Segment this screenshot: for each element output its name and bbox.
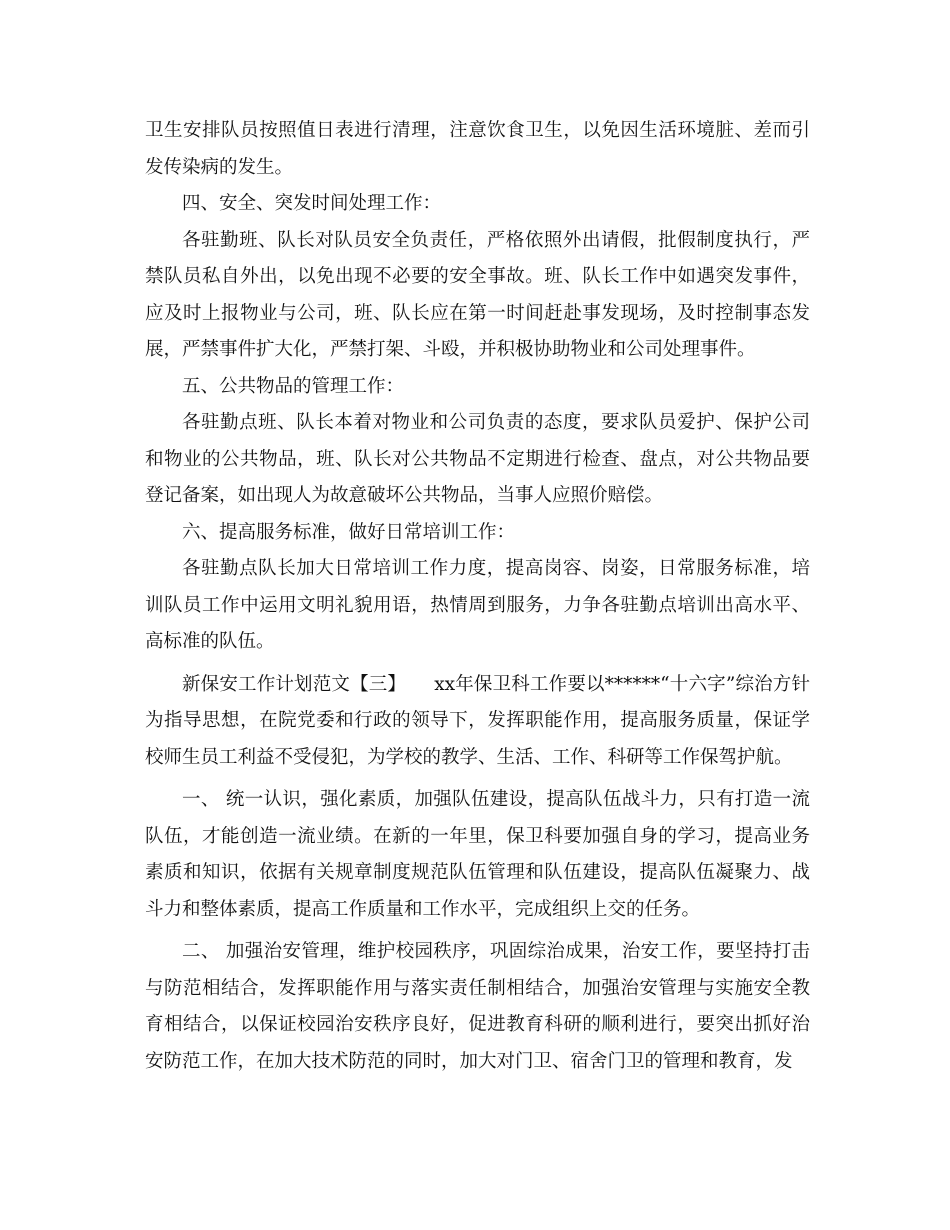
heading-section-six: 六、提高服务标准，做好日常培训工作： [182,521,516,543]
paragraph-unify-understanding: 一、 统一认识，强化素质，加强队伍建设，提高队伍战斗力，只有打造一流队伍，才能创造一流业绩。在新的一年里，保卫科要加强自身的学习，提高业务素质和知识，依据有关规章制度规范队伍管理和队伍建设，提高队伍凝聚力、战斗力和整体素质，提高工作质量和工作水平，完成组织上交的任务。 [145,789,810,920]
paragraph-safety-emergency: 各驻勤班、队长对队员安全负责任，严格依照外出请假，批假制度执行，严禁队员私自外出，以免出现不必要的安全事故。班、队长工作中如遇突发事件，应及时上报物业与公司，班、队长应在第一时间赶赴事发现场，及时控制事态发展，严禁事件扩大化，严禁打架、斗殴，并积极协助物业和公司处理事件。 [145,229,810,360]
paragraph-public-goods: 各驻勤点班、队长本着对物业和公司负责的态度，要求队员爱护、保护公司和物业的公共物品，班、队长对公共物品不定期进行检查、盘点，对公共物品要登记备案，如出现人为故意破坏公共物品，当事人应照价赔偿。 [145,412,810,506]
heading-section-five: 五、公共物品的管理工作： [182,375,405,397]
paragraph-plan-three-intro: 新保安工作计划范文【三】 xx年保卫科工作要以******“十六字”综治方针为指导思想，在院党委和行政的领导下，发挥职能作用，提高服务质量，保证学校师生员工利益不受侵犯，为学校的教学、生活、工作、科研等工作保驾护航。 [145,673,810,768]
document-body [145,113,810,1080]
paragraph-training: 各驻勤点队长加大日常培训工作力度，提高岗容、岗姿，日常服务标准，培训队员工作中运用文明礼貌用语，热情周到服务，力争各驻勤点培训出高水平、高标准的队伍。 [145,558,810,652]
heading-section-four: 四、安全、突发时间处理工作： [182,193,442,214]
paragraph-hygiene-continuation: 卫生安排队员按照值日表进行清理，注意饮食卫生，以免因生活环境脏、差而引发传染病的发生。 [145,120,810,178]
paragraph-security-management: 二、 加强治安管理，维护校园秩序，巩固综治成果，治安工作，要坚持打击与防范相结合，发挥职能作用与落实责任制相结合，加强治安管理与实施安全教育相结合，以保证校园治安秩序良好，促进教育科研的顺利进行，要突出抓好治安防范工作，在加大技术防范的同时，加大对门卫、宿舍门卫的管理和教育，发 [145,941,810,1072]
